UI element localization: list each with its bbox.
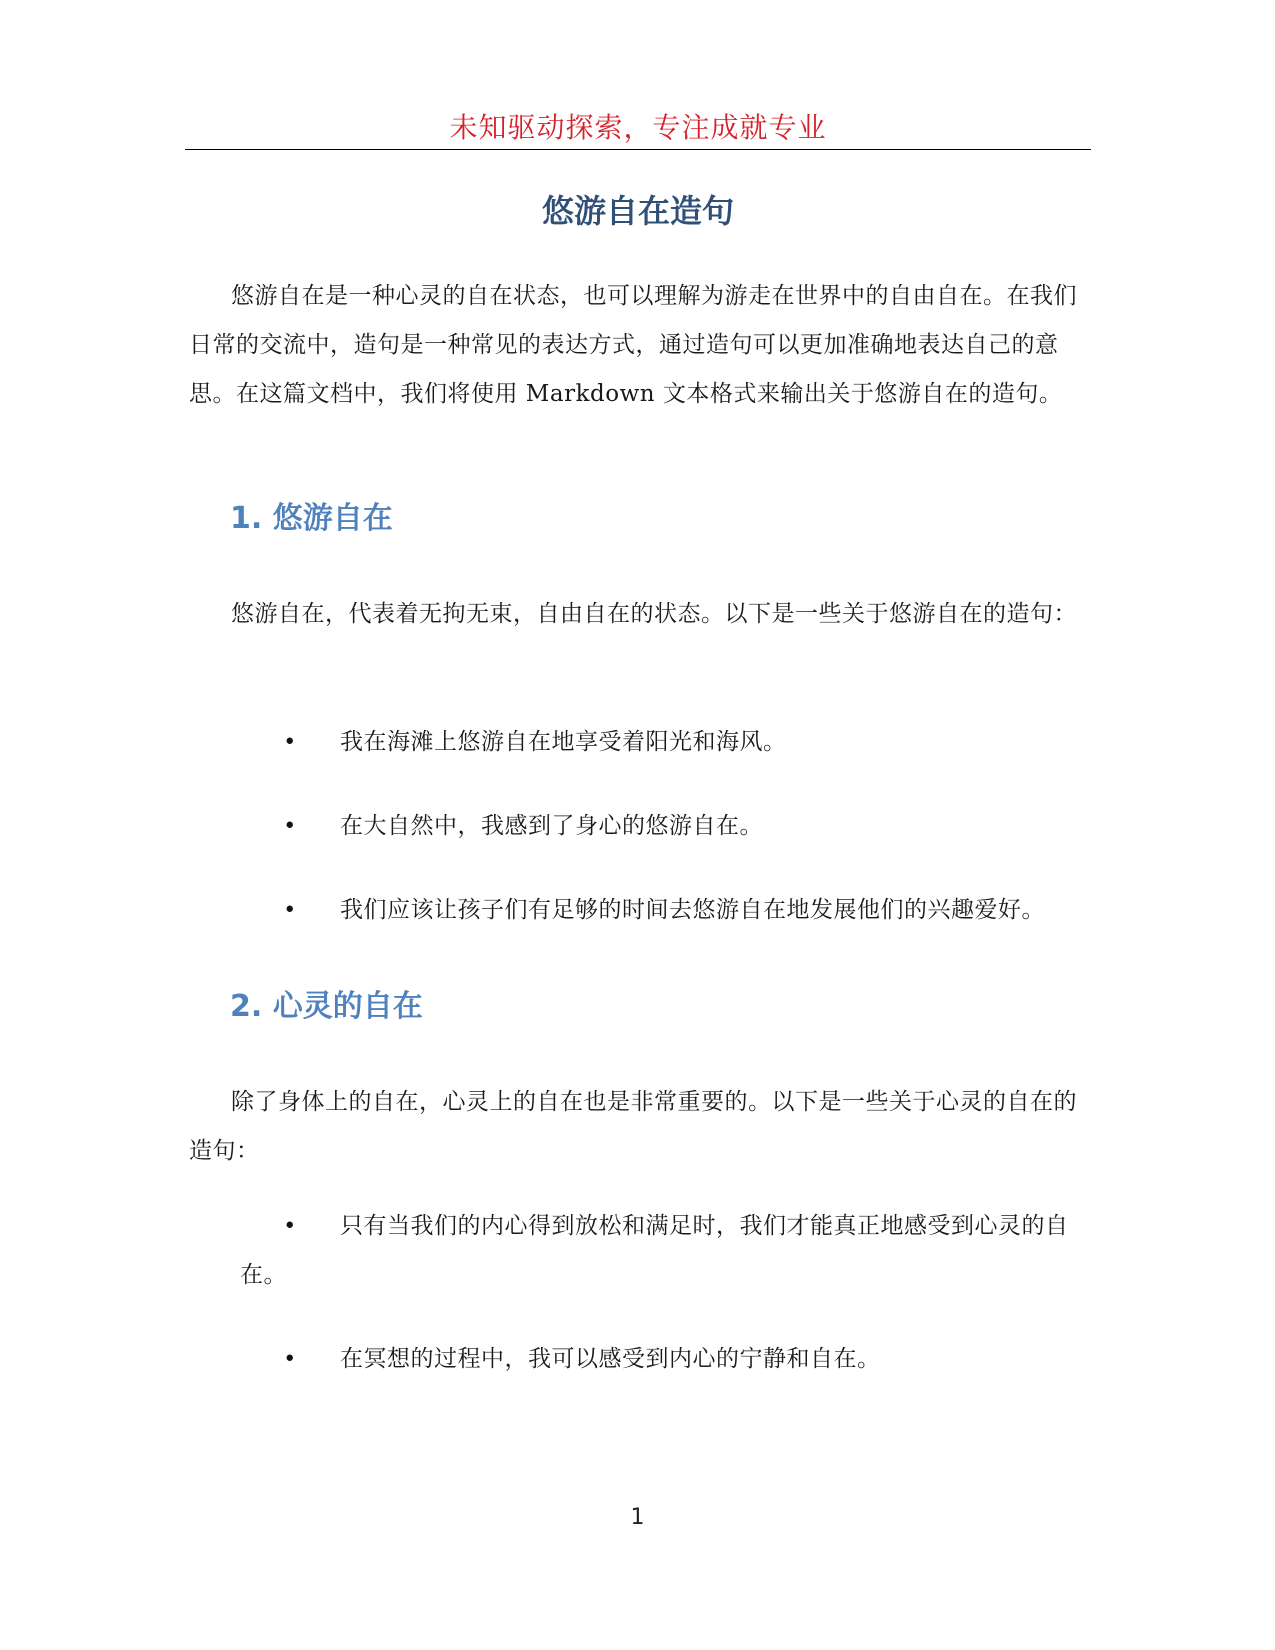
section-2-paragraph: 除了身体上的自在，心灵上的自在也是非常重要的。以下是一些关于心灵的自在的造句：: [189, 1089, 1077, 1164]
bullet-icon: •: [283, 1214, 297, 1239]
header-divider: [185, 149, 1091, 150]
list-item: [240, 886, 1091, 935]
document-title: 悠游自在造句: [541, 192, 734, 230]
intro-paragraph: 悠游自在是一种心灵的自在状态，也可以理解为游走在世界中的自由自在。在我们日常的交流中，造句是一种常见的表达方式，通过造句可以更加准确地表达自己的意思。在这篇文档中，我们将使用 Markdown 文本格式来输出关于悠游自在的造句。: [189, 283, 1077, 407]
list-item-text: 我在海滩上悠游自在地享受着阳光和海风。: [340, 729, 787, 755]
bullet-icon: •: [283, 898, 297, 923]
list-item-text: 在大自然中，我感到了身心的悠游自在。: [340, 813, 763, 839]
list-item: [240, 718, 1091, 767]
list-item: [240, 1202, 1091, 1300]
page-header-text: 未知驱动探索，专注成就专业: [449, 111, 827, 144]
section-heading-2: 2. 心灵的自在: [230, 989, 423, 1024]
list-item-text: 我们应该让孩子们有足够的时间去悠游自在地发展他们的兴趣爱好。: [340, 897, 1045, 923]
bullet-icon: •: [283, 814, 297, 839]
page-number: 1: [630, 1505, 645, 1530]
list-item: [240, 1335, 1091, 1384]
list-item: [240, 802, 1091, 851]
bullet-icon: •: [283, 730, 297, 755]
section-1-paragraph: 悠游自在，代表着无拘无束，自由自在的状态。以下是一些关于悠游自在的造句：: [231, 601, 1077, 627]
list-item-text: 只有当我们的内心得到放松和满足时，我们才能真正地感受到心灵的自在。: [240, 1213, 1069, 1288]
bullet-icon: •: [283, 1347, 297, 1372]
section-heading-1: 1. 悠游自在: [230, 501, 393, 536]
list-item-text: 在冥想的过程中，我可以感受到内心的宁静和自在。: [340, 1346, 881, 1372]
